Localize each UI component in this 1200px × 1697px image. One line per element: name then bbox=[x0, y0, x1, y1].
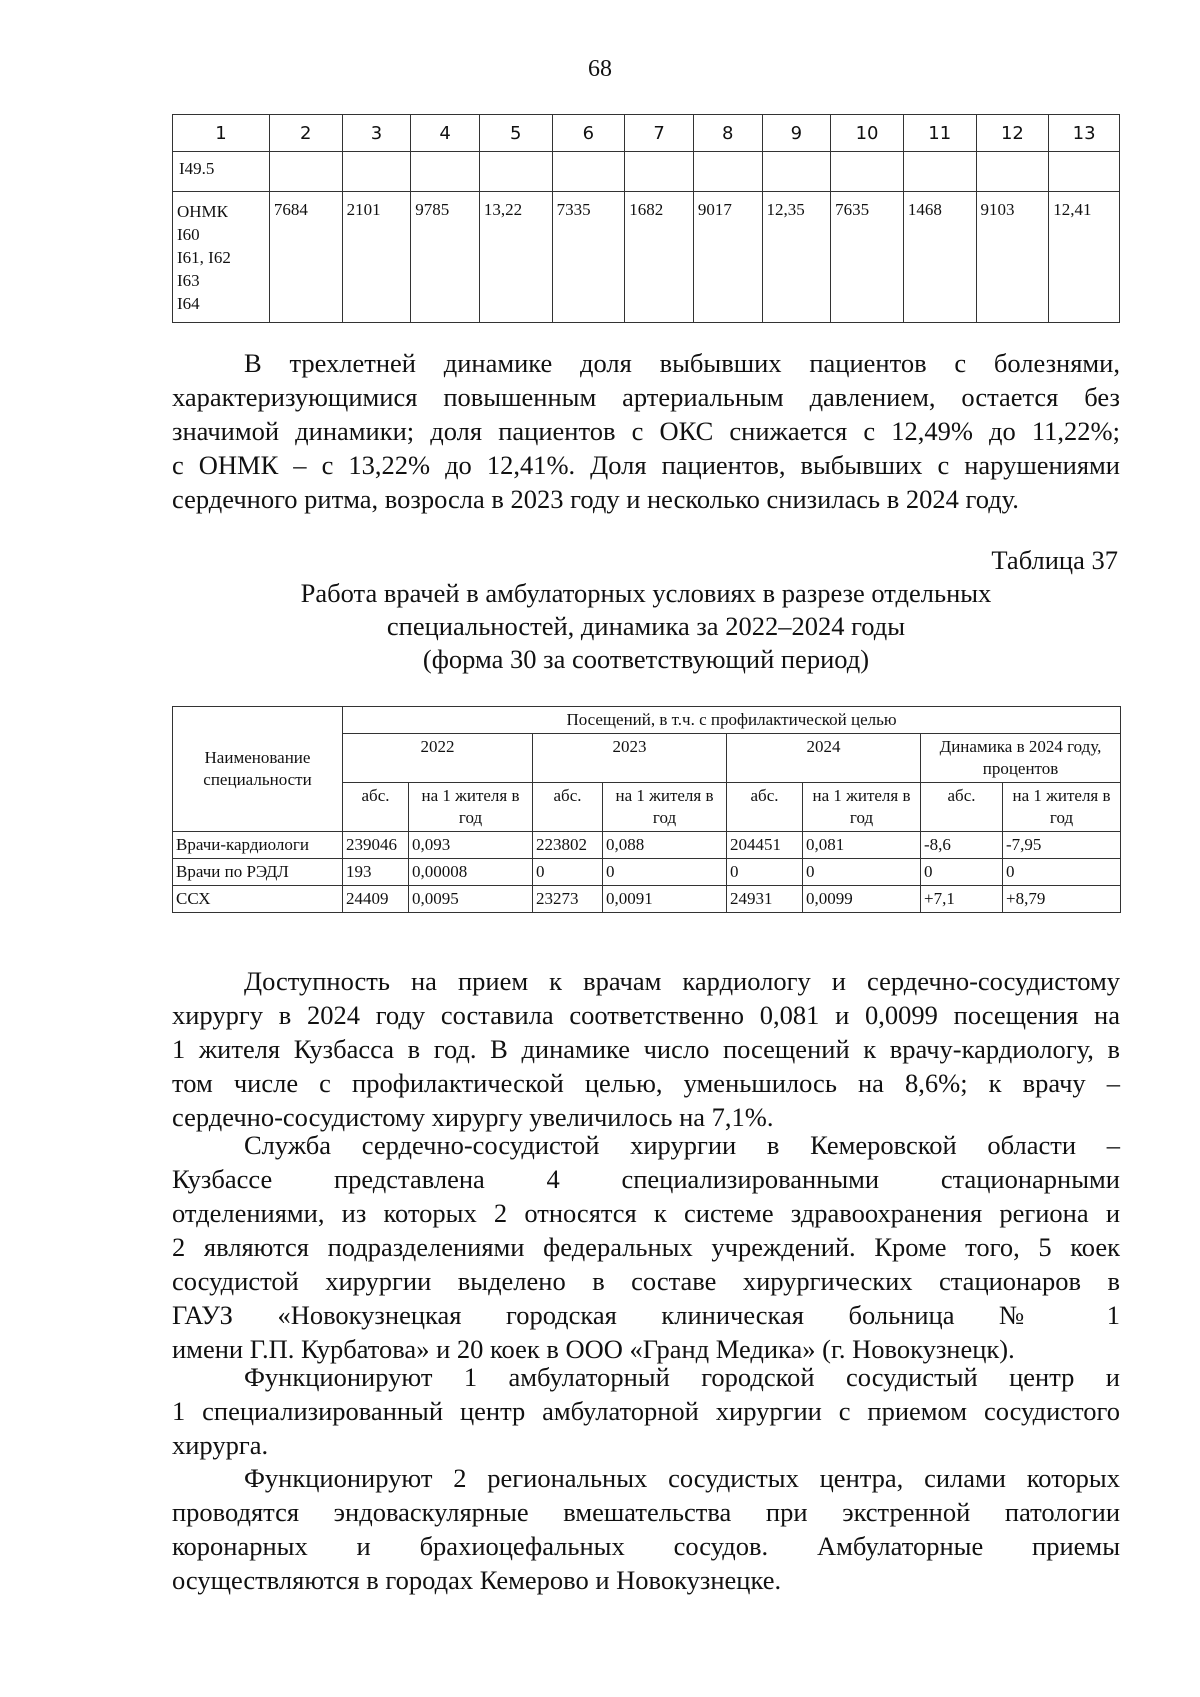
table-cell: 0,00008 bbox=[409, 859, 533, 886]
table-cell: 24409 bbox=[343, 886, 409, 913]
table-cell bbox=[762, 152, 831, 192]
table-cell: 2101 bbox=[342, 192, 411, 323]
column-header: 4 bbox=[411, 115, 480, 152]
table-header-row bbox=[173, 115, 1120, 152]
abs-subheader: абс. bbox=[921, 783, 1003, 832]
table-cell: 0,0091 bbox=[603, 886, 727, 913]
table-cell bbox=[479, 152, 552, 192]
text-line: проводятся эндоваскулярные вмешательства при экстренной патологии bbox=[172, 1497, 1120, 1527]
column-header: 3 bbox=[342, 115, 411, 152]
table-cell: -8,6 bbox=[921, 832, 1003, 859]
table-title-line: Работа врачей в амбулаторных условиях в разрезе отдельных bbox=[300, 578, 992, 608]
text-line: Функционируют 1 амбулаторный городской сосудистый центр и bbox=[244, 1362, 1120, 1392]
table-cell: 9017 bbox=[693, 192, 762, 323]
table-cell bbox=[342, 152, 411, 192]
table-cell: 23273 bbox=[533, 886, 603, 913]
table-cell: 9785 bbox=[411, 192, 480, 323]
table-cell bbox=[411, 152, 480, 192]
table-cell: 0 bbox=[533, 859, 603, 886]
year-header: 2023 bbox=[533, 734, 727, 783]
table-cell: 0 bbox=[1003, 859, 1121, 886]
paragraph bbox=[172, 964, 1120, 1134]
table-cell: 239046 bbox=[343, 832, 409, 859]
table-cell: 7335 bbox=[552, 192, 625, 323]
text-line: хирургу в 2024 году составила соответственно 0,081 и 0,0099 посещения на bbox=[172, 1000, 1120, 1030]
column-header: 11 bbox=[903, 115, 976, 152]
text-line: ГАУЗ «Новокузнецкая городская клиническая больница № 1 bbox=[172, 1300, 1120, 1330]
text-line: с ОНМК – с 13,22% до 12,41%. Доля пациентов, выбывших с нарушениями bbox=[172, 450, 1120, 480]
text-line: том числе с профилактической целью, уменьшилось на 8,6%; к врачу – bbox=[172, 1068, 1120, 1098]
abs-subheader: абс. bbox=[533, 783, 603, 832]
table-cell bbox=[269, 152, 342, 192]
abs-subheader: абс. bbox=[343, 783, 409, 832]
specialty-header: Наименование специальности bbox=[173, 707, 343, 832]
per-capita-subheader: на 1 жителя в год bbox=[803, 783, 921, 832]
text-line: Кузбассе представлена 4 специализированными стационарными bbox=[172, 1164, 1120, 1194]
column-header: 8 bbox=[693, 115, 762, 152]
table-row bbox=[173, 192, 1120, 323]
per-capita-subheader: на 1 жителя в год bbox=[603, 783, 727, 832]
text-line: 1 специализированный центр амбулаторной хирургии с приемом сосудистого bbox=[172, 1396, 1120, 1426]
column-header: 9 bbox=[762, 115, 831, 152]
year-header: 2024 bbox=[727, 734, 921, 783]
abs-subheader: абс. bbox=[727, 783, 803, 832]
column-header: 13 bbox=[1049, 115, 1120, 152]
table-cell: I49.5 bbox=[173, 152, 270, 192]
column-header: 12 bbox=[976, 115, 1049, 152]
table-cell bbox=[625, 152, 694, 192]
specialty-name: ССХ bbox=[173, 886, 343, 913]
table-cell: +7,1 bbox=[921, 886, 1003, 913]
visits-group-header: Посещений, в т.ч. с профилактической целью bbox=[343, 707, 1121, 734]
table-cell: 13,22 bbox=[479, 192, 552, 323]
text-line: коронарных и брахиоцефальных сосудов. Амбулаторные приемы bbox=[172, 1531, 1120, 1561]
year-header: 2022 bbox=[343, 734, 533, 783]
table-cell: 0,0095 bbox=[409, 886, 533, 913]
table-cell: 0,0099 bbox=[803, 886, 921, 913]
table-cell: -7,95 bbox=[1003, 832, 1121, 859]
table-cell: 24931 bbox=[727, 886, 803, 913]
table-cell: 9103 bbox=[976, 192, 1049, 323]
table-cell: 12,35 bbox=[762, 192, 831, 323]
table-cell: 0 bbox=[603, 859, 727, 886]
text-line: Служба сердечно-сосудистой хирургии в Кемеровской области – bbox=[244, 1130, 1120, 1160]
table-cell: 204451 bbox=[727, 832, 803, 859]
table-title-line: (форма 30 за соответствующий период) bbox=[422, 644, 870, 674]
text-line: отделениями, из которых 2 относятся к системе здравоохранения региона и bbox=[172, 1198, 1120, 1228]
table-row bbox=[173, 152, 1120, 192]
specialty-name: Врачи-кардиологи bbox=[173, 832, 343, 859]
column-header: 5 bbox=[479, 115, 552, 152]
paragraph bbox=[172, 1360, 1120, 1462]
table-cell: 0 bbox=[727, 859, 803, 886]
table-cell: 0,081 bbox=[803, 832, 921, 859]
text-line: Доступность на прием к врачам кардиологу и сердечно-сосудистому bbox=[244, 966, 1120, 996]
table-label: Таблица 37 bbox=[991, 545, 1118, 575]
text-line: значимой динамики; доля пациентов с ОКС снижается с 12,49% до 11,22%; bbox=[172, 416, 1120, 446]
column-header: 10 bbox=[831, 115, 904, 152]
table-header-row bbox=[173, 707, 1121, 734]
table-cell: 0 bbox=[803, 859, 921, 886]
per-capita-subheader: на 1 жителя в год bbox=[409, 783, 533, 832]
dynamics-header: Динамика в 2024 году, процентов bbox=[921, 734, 1121, 783]
table-cell bbox=[903, 152, 976, 192]
continuation-table bbox=[172, 114, 1120, 323]
table-cell: 7635 bbox=[831, 192, 904, 323]
specialty-name: Врачи по РЭДЛ bbox=[173, 859, 343, 886]
text-line: 1 жителя Кузбасса в год. В динамике число посещений к врачу-кардиологу, в bbox=[172, 1034, 1120, 1064]
text-line: Функционируют 2 региональных сосудистых центра, силами которых bbox=[244, 1463, 1120, 1493]
text-line: сердечно-сосудистому хирургу увеличилось на 7,1%. bbox=[172, 1102, 774, 1132]
table-cell: ОНМК I60 I61, I62 I63 I64 bbox=[173, 192, 270, 323]
text-line: 2 являются подразделениями федеральных учреждений. Кроме того, 5 коек bbox=[172, 1232, 1120, 1262]
paragraph bbox=[172, 346, 1120, 516]
text-line: осуществляются в городах Кемерово и Новокузнецке. bbox=[172, 1565, 782, 1595]
table-cell: 0,088 bbox=[603, 832, 727, 859]
column-header: 6 bbox=[552, 115, 625, 152]
visits-table bbox=[172, 706, 1121, 913]
table-title-line: специальностей, динамика за 2022–2024 годы bbox=[386, 611, 906, 641]
text-line: сосудистой хирургии выделено в составе хирургических стационаров в bbox=[172, 1266, 1120, 1296]
table-cell bbox=[1049, 152, 1120, 192]
table-title bbox=[172, 577, 1120, 676]
paragraph bbox=[172, 1128, 1120, 1366]
text-line: имени Г.П. Курбатова» и 20 коек в ООО «Гранд Медика» (г. Новокузнецк). bbox=[172, 1334, 1015, 1364]
text-line: хирурга. bbox=[172, 1430, 269, 1460]
table-cell: +8,79 bbox=[1003, 886, 1121, 913]
table-cell bbox=[976, 152, 1049, 192]
table-cell: 1682 bbox=[625, 192, 694, 323]
page-number: 68 bbox=[588, 56, 612, 82]
column-header: 1 bbox=[173, 115, 270, 152]
table-row bbox=[173, 832, 1121, 859]
table-cell: 0 bbox=[921, 859, 1003, 886]
table-cell: 193 bbox=[343, 859, 409, 886]
paragraph bbox=[172, 1461, 1120, 1597]
per-capita-subheader: на 1 жителя в год bbox=[1003, 783, 1121, 832]
table-row bbox=[173, 886, 1121, 913]
table-row bbox=[173, 859, 1121, 886]
text-line: сердечного ритма, возросла в 2023 году и несколько снизилась в 2024 году. bbox=[172, 484, 1019, 514]
table-cell bbox=[552, 152, 625, 192]
table-cell: 1468 bbox=[903, 192, 976, 323]
text-line: В трехлетней динамике доля выбывших пациентов с болезнями, bbox=[244, 348, 1120, 378]
table-cell: 7684 bbox=[269, 192, 342, 323]
column-header: 7 bbox=[625, 115, 694, 152]
table-cell bbox=[831, 152, 904, 192]
table-cell: 0,093 bbox=[409, 832, 533, 859]
table-cell: 12,41 bbox=[1049, 192, 1120, 323]
text-line: характеризующимися повышенным артериальным давлением, остается без bbox=[172, 382, 1120, 412]
column-header: 2 bbox=[269, 115, 342, 152]
table-cell: 223802 bbox=[533, 832, 603, 859]
table-cell bbox=[693, 152, 762, 192]
